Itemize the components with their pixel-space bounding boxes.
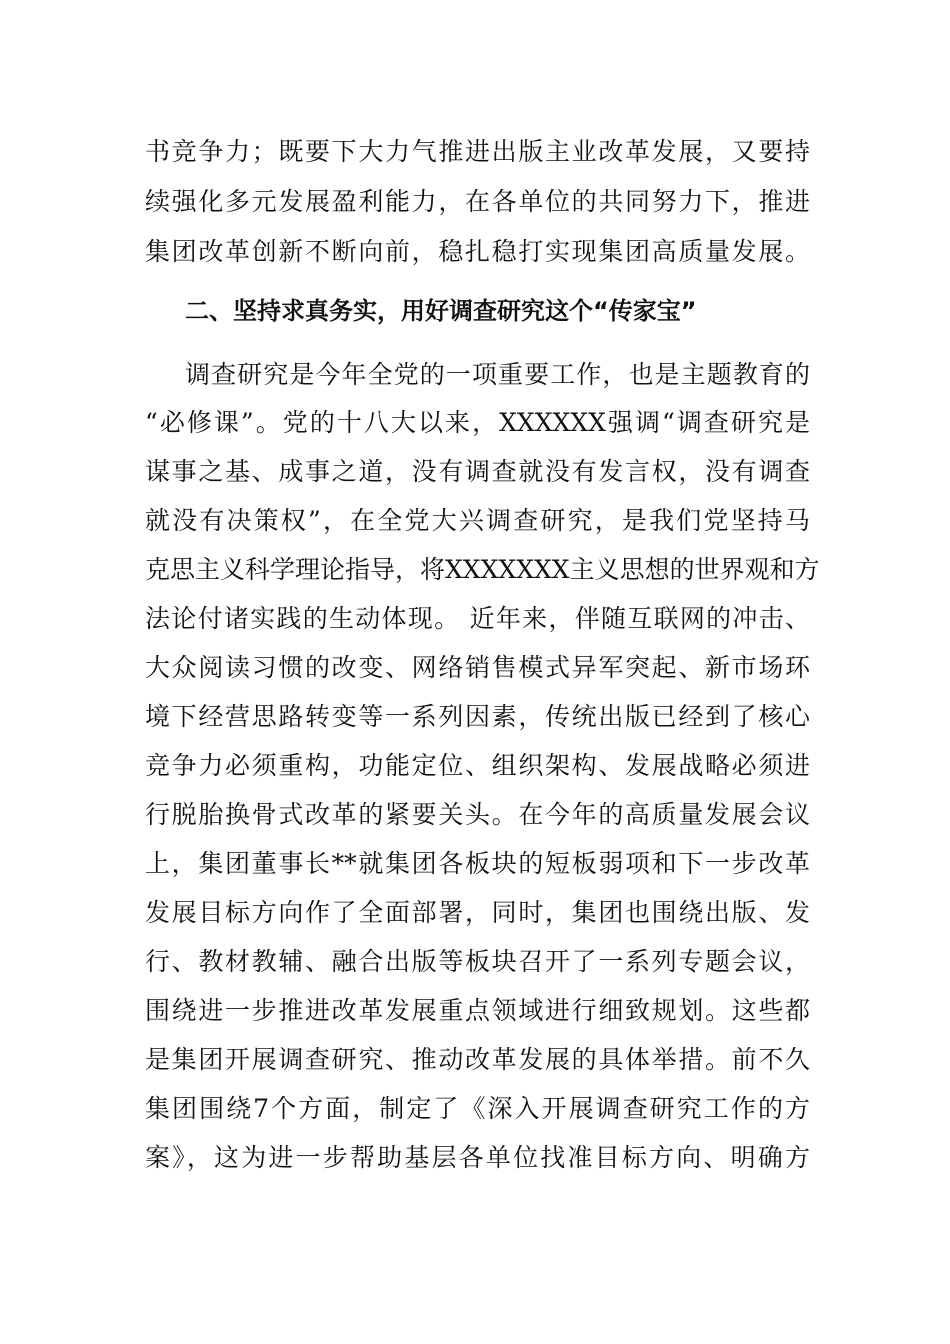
paragraph-line: 集团改革创新不断向前，稳扎稳打实现集团高质量发展。	[145, 237, 810, 266]
paragraph-line: 集团围绕7个方面，制定了《深入开展调查研究工作的方	[145, 1094, 810, 1123]
paragraph-line: 行脱胎换骨式改革的紧要关头。在今年的高质量发展会议	[145, 800, 810, 829]
paragraph-line: 调查研究是今年全党的一项重要工作，也是主题教育的	[185, 360, 810, 389]
paragraph-line: 法论付诸实践的生动体现。 近年来，伴随互联网的冲击、	[145, 604, 810, 633]
paragraph-line: 围绕进一步推进改革发展重点领域进行细致规划。这些都	[145, 996, 810, 1025]
paragraph-line: 行、教材教辅、融合出版等板块召开了一系列专题会议，	[145, 947, 810, 976]
paragraph-line: 案》，这为进一步帮助基层各单位找准目标方向、明确方	[145, 1143, 810, 1172]
paragraph-line: 大众阅读习惯的改变、网络销售模式异军突起、新市场环	[145, 653, 810, 682]
paragraph-line: 谋事之基、成事之道，没有调查就没有发言权，没有调查	[145, 457, 810, 486]
paragraph-line: 续强化多元发展盈利能力，在各单位的共同努力下，推进	[145, 187, 810, 216]
paragraph-line: 书竞争力；既要下大力气推进出版主业改革发展，又要持	[145, 137, 810, 166]
paragraph-line: 境下经营思路转变等一系列因素，传统出版已经到了核心	[145, 702, 810, 731]
paragraph-line: 竞争力必须重构，功能定位、组织架构、发展战略必须进	[145, 751, 810, 780]
paragraph-line: 克思主义科学理论指导，将XXXXXXX主义思想的世界观和方	[145, 555, 820, 584]
section-heading: 二、坚持求真务实，用好调查研究这个“传家宝”	[185, 297, 697, 325]
paragraph-line: 发展目标方向作了全面部署，同时，集团也围绕出版、发	[145, 898, 810, 927]
paragraph-line: 上，集团董事长**就集团各板块的短板弱项和下一步改革	[145, 849, 810, 878]
paragraph-line: 就没有决策权”，在全党大兴调查研究，是我们党坚持马	[145, 506, 810, 535]
paragraph-line: “必修课”。党的十八大以来，XXXXXX强调“调查研究是	[145, 408, 810, 437]
paragraph-line: 是集团开展调查研究、推动改革发展的具体举措。前不久	[145, 1045, 810, 1074]
